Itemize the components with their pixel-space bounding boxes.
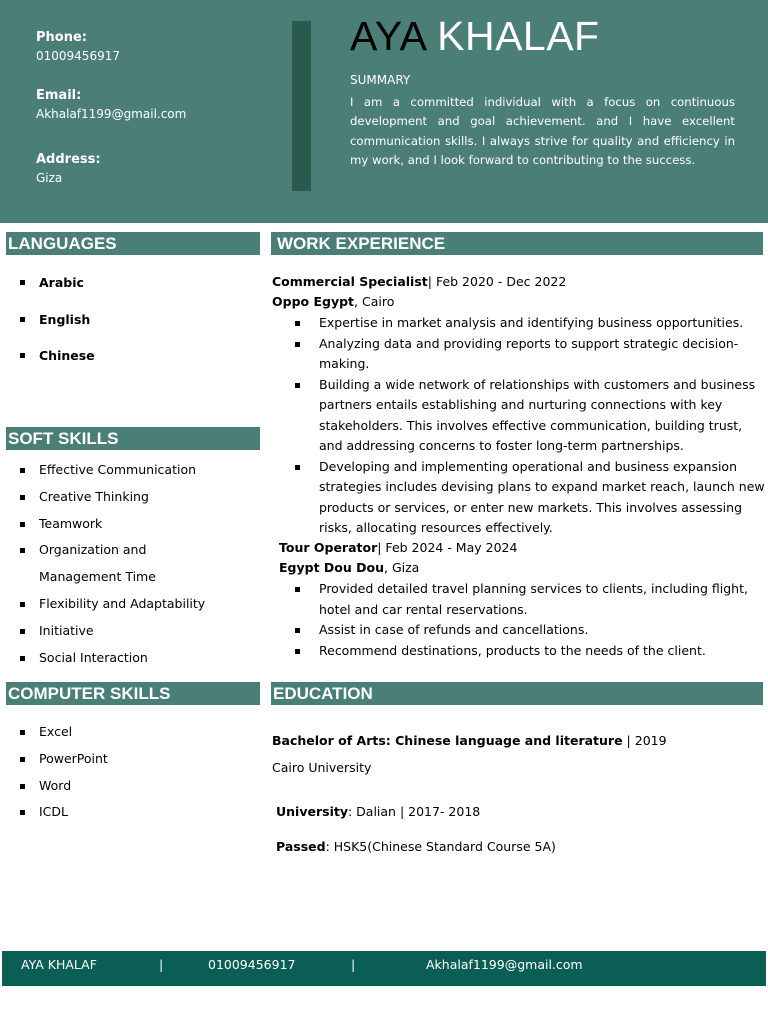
job-role: Commercial Specialist	[272, 274, 428, 289]
candidate-name	[350, 12, 600, 60]
summary-text: I am a committed individual with a focus on continuous development and goal achievement. and I have excellent communication skills. I always strive for quality and efficiency in my work, and I look forward to contributing to the success.	[350, 95, 735, 168]
passed-value: : HSK5(Chinese Standard Course 5A)	[325, 839, 556, 854]
list-item: English	[20, 312, 95, 328]
job-company: Oppo Egypt	[272, 294, 355, 309]
footer-phone: 01009456917	[208, 957, 296, 972]
footer-bar	[2, 951, 766, 986]
job-role: Tour Operator	[279, 540, 378, 555]
first-name: AYA	[350, 13, 426, 59]
education-header: EDUCATION	[271, 682, 763, 705]
degree-year: | 2019	[622, 733, 667, 748]
job-location: , Giza	[384, 560, 420, 575]
list-item: Expertise in market analysis and identifying business opportunities.	[295, 313, 765, 334]
passed-line	[276, 839, 556, 855]
job-company: Egypt Dou Dou	[279, 560, 384, 575]
school-name: Cairo University	[272, 760, 372, 775]
list-item: Flexibility and Adaptability	[20, 591, 220, 618]
list-item: Effective Communication	[20, 457, 220, 484]
footer-name: AYA KHALAF	[21, 957, 97, 972]
address-label: Address:	[36, 152, 101, 167]
address-value: Giza	[36, 171, 63, 185]
list-item: Social Interaction	[20, 645, 220, 672]
list-item: Creative Thinking	[20, 484, 220, 511]
work-experience-header: WORK EXPERIENCE	[271, 232, 763, 255]
list-item: Teamwork	[20, 511, 220, 538]
summary-title: SUMMARY	[350, 73, 411, 87]
computer-skills-list	[20, 719, 108, 826]
footer-separator: |	[159, 957, 164, 972]
header-banner	[0, 0, 768, 223]
list-item: Excel	[20, 719, 108, 746]
university-value: : Dalian | 2017- 2018	[347, 804, 481, 819]
list-item: Assist in case of refunds and cancellations.	[295, 620, 765, 641]
job-bullets	[295, 313, 765, 539]
job-location: , Cairo	[354, 294, 395, 309]
job-title-line	[279, 538, 517, 559]
job-company-line	[279, 558, 419, 579]
soft-skills-list	[20, 457, 220, 671]
email-label: Email:	[36, 88, 82, 103]
address-block	[36, 152, 101, 186]
list-item: Initiative	[20, 618, 220, 645]
header-divider-bar	[292, 21, 311, 191]
soft-skills-header: SOFT SKILLS	[6, 427, 260, 450]
phone-value: 01009456917	[36, 49, 120, 63]
university-line	[276, 804, 480, 820]
list-item: ICDL	[20, 799, 108, 826]
job-dates: | Feb 2024 - May 2024	[377, 540, 518, 555]
job-dates: | Feb 2020 - Dec 2022	[427, 274, 567, 289]
computer-skills-header: COMPUTER SKILLS	[6, 682, 260, 705]
phone-label: Phone:	[36, 30, 87, 45]
list-item: Provided detailed travel planning services to clients, including flight, hotel and car rental reservations.	[295, 579, 765, 620]
degree-line	[272, 733, 667, 749]
last-name: KHALAF	[437, 13, 600, 59]
footer-email: Akhalaf1199@gmail.com	[426, 957, 583, 972]
list-item: PowerPoint	[20, 746, 108, 773]
job-company-line	[272, 292, 394, 313]
languages-list	[20, 275, 95, 385]
passed-label: Passed	[276, 839, 326, 854]
phone-block	[36, 30, 120, 64]
job-bullets	[295, 579, 765, 661]
list-item: Recommend destinations, products to the needs of the client.	[295, 641, 765, 662]
languages-header: LANGUAGES	[6, 232, 260, 255]
list-item: Analyzing data and providing reports to support strategic decision-making.	[295, 334, 765, 375]
email-block	[36, 88, 186, 122]
university-label: University	[276, 804, 348, 819]
list-item: Chinese	[20, 348, 95, 364]
list-item: Arabic	[20, 275, 95, 291]
job-title-line	[272, 272, 566, 293]
list-item: Developing and implementing operational and business expansion strategies includes devising plans to expand market reach, launch new products or services, or enter new markets. This involves assessing risks, allocating resources effectively.	[295, 457, 765, 539]
footer-separator: |	[351, 957, 356, 972]
email-value: Akhalaf1199@gmail.com	[36, 107, 187, 121]
list-item: Organization and Management Time	[20, 537, 220, 591]
degree: Bachelor of Arts: Chinese language and literature	[272, 733, 623, 748]
list-item: Word	[20, 773, 108, 800]
list-item: Building a wide network of relationships with customers and business partners entails establishing and nurturing connections with key stakeholders. This involves effective communication, building trust, and addressing concerns to foster long-term partnerships.	[295, 375, 765, 457]
